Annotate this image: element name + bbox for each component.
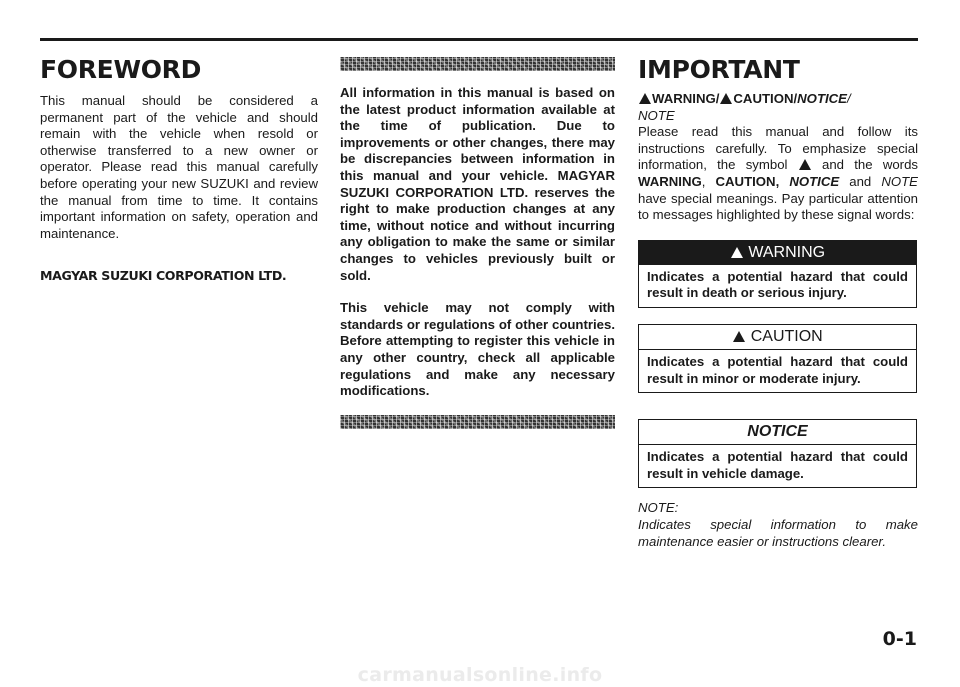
page-number: 0-1 xyxy=(882,628,917,650)
foreword-title: FOREWORD xyxy=(40,55,202,84)
watermark: carmanualsonline.info xyxy=(357,664,603,686)
warning-heading-text: WARNING xyxy=(748,243,826,261)
note-text: Indicates special information to make maintenance easier or instructions clearer. xyxy=(638,516,918,549)
intro-and: and xyxy=(849,173,872,189)
caution-box xyxy=(638,324,917,393)
signal-words-line xyxy=(638,91,918,124)
intro-warning: WARNING xyxy=(638,173,702,189)
notice-box-heading: NOTICE xyxy=(639,420,916,445)
important-intro xyxy=(638,124,918,224)
signal-caution: CAUTION/ xyxy=(733,91,798,106)
intro-part-2: and the words xyxy=(822,157,918,173)
signal-notice: NOTICE xyxy=(797,91,847,106)
caution-heading-text: CAUTION xyxy=(750,327,823,345)
info-paragraph-2: This vehicle may not comply with standards or regulations of other countries. Before attempting to register this vehicle in any other country, check all applicable regulations and make any necessary modifications. xyxy=(340,300,615,399)
warning-box-heading xyxy=(639,241,916,265)
intro-caution: CAUTION, xyxy=(715,173,780,189)
warning-triangle-icon xyxy=(731,247,743,258)
decorative-bar-bottom xyxy=(340,415,615,429)
caution-box-text: Indicates a potential hazard that could result in minor or moderate injury. xyxy=(647,353,908,386)
warning-box xyxy=(638,240,917,308)
caution-box-heading xyxy=(639,325,916,350)
intro-notice: NOTICE xyxy=(789,173,840,189)
important-title: IMPORTANT xyxy=(638,55,800,84)
intro-note: NOTE xyxy=(881,173,918,189)
signal-warning: WARNING/ xyxy=(652,91,720,106)
warning-triangle-icon xyxy=(733,331,745,342)
foreword-body: This manual should be considered a permanent part of the vehicle and should remain with the vehicle when resold or otherwise transferred to a new owner or operator. Please read this manual carefully before operating your new SUZUKI and review the manual from time to time. It contains important information on safety, operation and maintenance. xyxy=(40,93,318,241)
note-label: NOTE: xyxy=(638,500,679,516)
info-paragraph-1: All information in this manual is based on the latest product information available at the time of publication. Due to improvements or other changes, there may be discrepancies between information in this manual and your vehicle. MAGYAR SUZUKI CORPORATION LTD. reserves the right to make production changes at any time, without notice and without incurring any obligation to make the same or similar changes to vehicles previously built or sold. xyxy=(340,85,615,283)
intro-comma: , xyxy=(701,173,706,189)
top-rule xyxy=(40,38,918,41)
foreword-column xyxy=(40,55,318,283)
warning-triangle-icon xyxy=(720,93,732,104)
notice-box-text: Indicates a potential hazard that could result in vehicle damage. xyxy=(647,449,908,481)
notice-box xyxy=(638,419,917,488)
important-column xyxy=(638,55,918,550)
intro-part-1: Please read this manual and follow its instructions carefully. To emphasize special information, the symbol xyxy=(638,124,918,173)
decorative-bar-top xyxy=(340,57,615,71)
info-column xyxy=(340,57,615,429)
warning-triangle-icon xyxy=(799,159,811,170)
signal-slash: / xyxy=(846,91,851,106)
signal-note: NOTE xyxy=(638,107,675,123)
intro-part-3: have special meanings. Pay particular attention to messages highlighted by these signal words: xyxy=(638,190,918,223)
company-name: MAGYAR SUZUKI CORPORATION LTD. xyxy=(40,268,287,284)
warning-box-text: Indicates a potential hazard that could result in death or serious injury. xyxy=(647,268,908,301)
warning-triangle-icon xyxy=(639,93,651,104)
